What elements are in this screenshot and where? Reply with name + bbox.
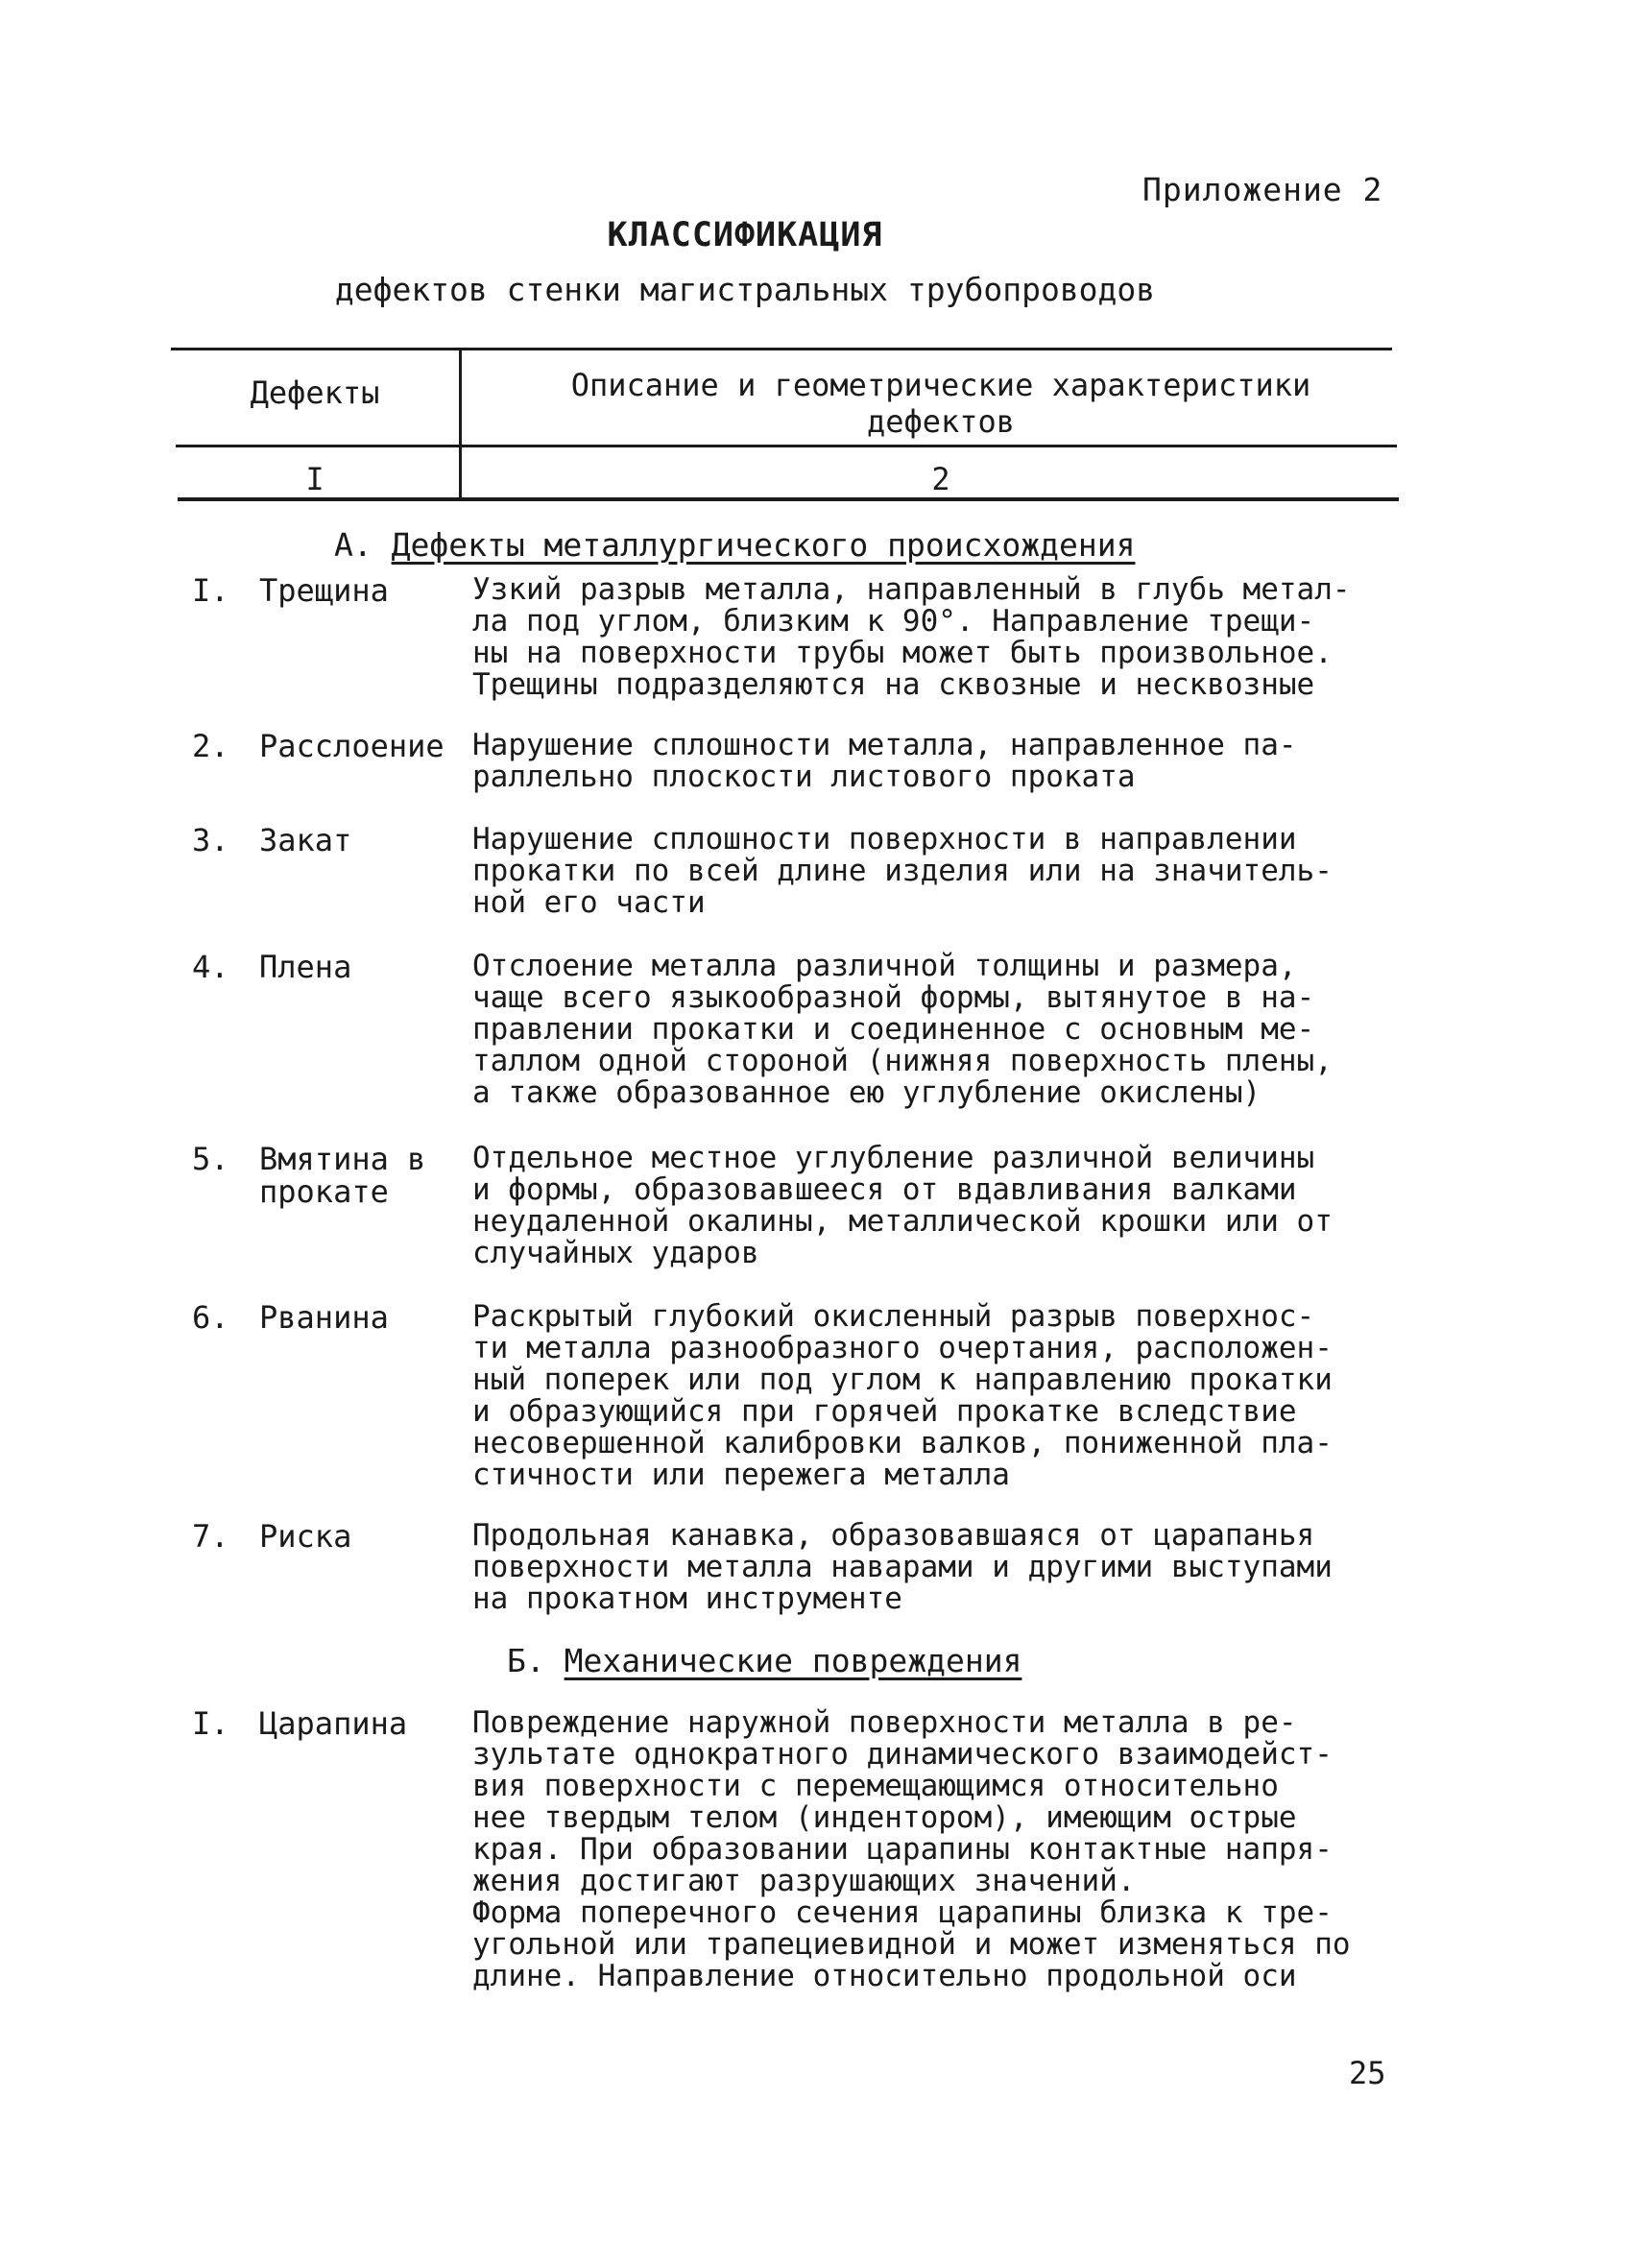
table-column-divider — [459, 350, 462, 499]
section-a-title: Дефекты металлургического происхождения — [391, 526, 1136, 564]
column-number-2: 2 — [931, 461, 950, 497]
defect-number: 4. — [192, 949, 229, 985]
defect-description: Отдельное местное углубление различной величины и формы, образовавшееся от вдавливания валками неудаленной окалины, металлической крошки или от случайных ударов — [472, 1141, 1333, 1270]
defect-description: Раскрытый глубокий окисленный разрыв поверхнос- ти металла разнообразного очертания, расположен- ный поперек или под углом к направлению прокатки и образующийся при горячей прокатке вследствие несовершенной калибровки валков, пониженной пла- стичности или пережега металла — [472, 1299, 1333, 1492]
column-header-description: Описание и геометрические характеристики дефектов — [570, 367, 1311, 440]
defect-name: Царапина — [259, 1705, 408, 1742]
defect-description: Отслоение металла различной толщины и размера, чаще всего языкообразной формы, вытянутое в на- правлении прокатки и соединенное с основным ме- таллом одной стороной (нижняя поверхность плены, а также образованное ею углубление окислены) — [472, 949, 1333, 1110]
column-header-defects: Дефекты — [250, 374, 380, 411]
defect-number: 2. — [192, 728, 229, 764]
section-b-heading — [507, 1642, 1021, 1679]
defect-number: I. — [192, 1705, 229, 1742]
table-number-bottom-rule — [178, 497, 1399, 501]
section-b-title: Механические повреждения — [564, 1642, 1022, 1679]
defect-name: Трещина — [259, 572, 389, 609]
defect-number: 5. — [192, 1141, 229, 1177]
defect-name: Риска — [259, 1518, 352, 1555]
section-a-prefix: А. — [334, 526, 392, 564]
defect-description: Нарушение сплошности поверхности в направлении прокатки по всей длине изделия или на значитель- ной его части — [472, 822, 1333, 920]
page-number: 25 — [1349, 2055, 1386, 2091]
defect-name: Рванина — [259, 1299, 389, 1336]
defect-description: Узкий разрыв металла, направленный в глубь метал- ла под углом, близким к 90°. Направление трещи- ны на поверхности трубы может быть произвольное. Трещины подразделяются на сквозные и несквозные — [472, 572, 1351, 702]
defect-number: I. — [192, 572, 229, 609]
defect-number: 7. — [192, 1518, 229, 1555]
defect-description: Повреждение наружной поверхности металла в ре- зультате однократного динамического взаимодейст- вия поверхности с перемещающимся относительно нее твердым телом (индентором), имеющим острые края. При образовании царапины контактные напря- жения достигают разрушающих значений. Форма поперечного сечения царапины близка к тре- угольной или трапециевидной и может изменяться по длине. Направление относительно продольной оси — [472, 1705, 1351, 1993]
table-top-rule — [171, 348, 1392, 350]
defect-description: Нарушение сплошности металла, направленное па- раллельно плоскости листового проката — [472, 728, 1297, 794]
section-b-prefix: Б. — [507, 1642, 565, 1679]
defect-description: Продольная канавка, образовавшаяся от царапанья поверхности металла наварами и другими выступами на прокатном инструменте — [472, 1518, 1333, 1616]
defect-name: Закат — [259, 822, 352, 858]
table-header-bottom-rule — [176, 445, 1397, 447]
document-subtitle: дефектов стенки магистральных трубопроводов — [334, 271, 1156, 308]
defect-name: Плена — [259, 949, 352, 985]
defect-name: Расслоение — [259, 728, 445, 764]
defect-number: 3. — [192, 822, 229, 858]
column-number-1: I — [305, 461, 324, 497]
defect-number: 6. — [192, 1299, 229, 1336]
document-title: КЛАССИФИКАЦИЯ — [607, 216, 883, 254]
defect-name: Вмятина в прокате — [259, 1141, 426, 1210]
appendix-label: Приложение 2 — [1142, 171, 1383, 208]
section-a-heading — [334, 526, 1135, 564]
